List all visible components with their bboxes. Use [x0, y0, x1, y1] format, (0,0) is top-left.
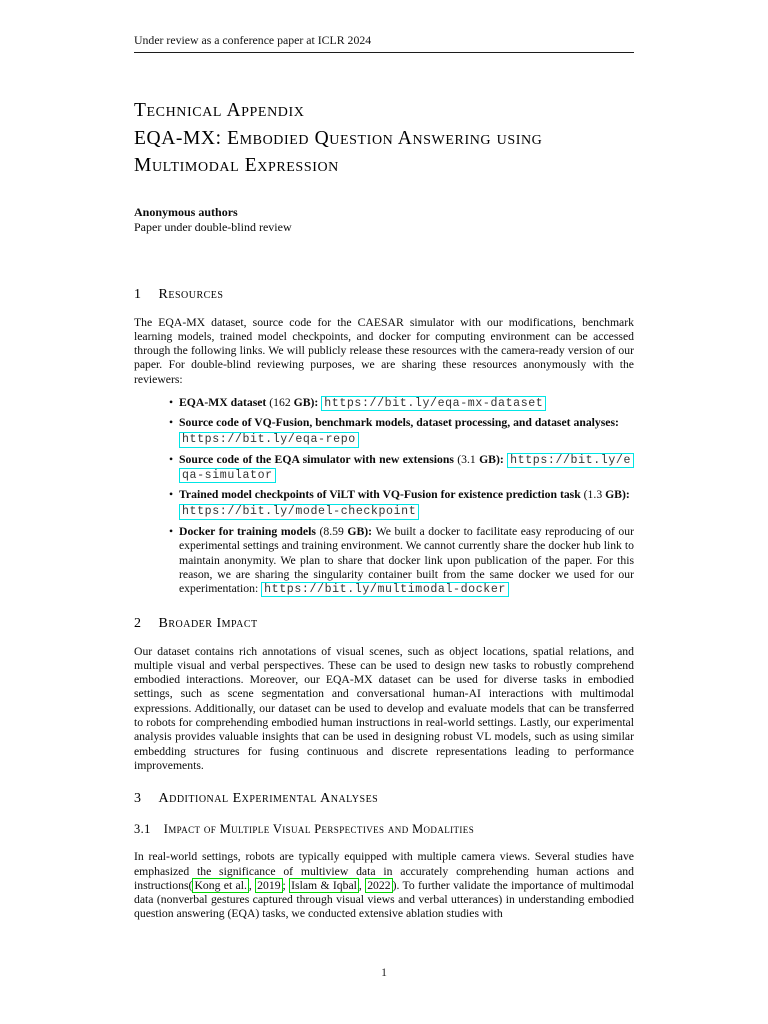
citation-separator: ,	[358, 878, 366, 892]
section-heading-analyses	[134, 791, 634, 807]
resource-label: Source code of VQ-Fusion, benchmark models, dataset processing, and dataset analyses:	[179, 416, 619, 430]
page-content	[134, 0, 634, 922]
resource-label: EQA-MX dataset	[179, 395, 267, 409]
list-item-dataset	[134, 396, 634, 411]
resources-list	[134, 396, 634, 598]
title-line-3: Multimodal Expression	[134, 155, 339, 176]
authors-name: Anonymous authors	[134, 204, 238, 219]
subsection-title: Impact of Multiple Visual Perspectives and Modalities	[163, 822, 475, 837]
running-header	[134, 0, 634, 53]
title-line-2: EQA-MX: Embodied Question Answering using	[134, 127, 543, 149]
running-header-text: Under review as a conference paper at ICLR 2024	[134, 33, 372, 47]
citation-2019[interactable]: 2019	[257, 878, 281, 892]
simulator-link[interactable]: https://bit.ly/eqa-simulator	[179, 453, 634, 483]
section-heading-broader-impact	[134, 616, 634, 632]
page-number: 1	[381, 966, 387, 979]
resource-label: Source code of the EQA simulator with new extensions	[179, 452, 454, 466]
authors-block	[134, 205, 634, 235]
resource-size-bold: GB):	[347, 525, 376, 539]
resource-size-pre: (162	[266, 395, 294, 409]
resource-size-bold: GB):	[293, 395, 322, 409]
resource-size-bold: GB):	[605, 488, 630, 502]
section-title: Additional Experimental Analyses	[158, 791, 379, 807]
docker-link[interactable]: https://bit.ly/multimodal-docker	[261, 582, 509, 597]
analyses-paragraph	[134, 850, 634, 921]
citation-islam-iqbal[interactable]: Islam & Iqbal	[291, 878, 357, 892]
resource-size-pre: (8.59	[315, 525, 348, 539]
resources-intro-paragraph: The EQA-MX dataset, source code for the CAESAR simulator with our modifications, benchmark learning models, trained model checkpoints, and docker for computing environment can be accessed through the following links. We will publicly release these resources with the camera-ready version of our paper. For double-blind reviewing purposes, we are sharing these resources anonymously with the reviewers:	[134, 315, 634, 386]
broader-impact-paragraph: Our dataset contains rich annotations of visual scenes, such as object locations, spatial relations, and multiple visual and verbal perspectives. These can be used to design new tasks to robustly comprehend embodied interactions. Moreover, our EQA-MX dataset can be used for diverse tasks in embodied settings, such as scene segmentation and conversational human-AI interactions with multimodal expressions. Additionally, our dataset can be used to develop and evaluate models that can be transferred to robots for comprehending embodied human instructions in real-world settings. Lastly, our experimental analysis provides valuable insights that can be used in designing robust VL models, such as using similar embedding structures for fusing continuous and discrete representations leading to performance improvements.	[134, 644, 634, 772]
checkpoint-link[interactable]: https://bit.ly/model-checkpoint	[179, 504, 419, 520]
list-item-docker	[134, 525, 634, 597]
analyses-text-post: ). To further validate the importance of multimodal data (nonverbal gestures captured through visual views and verbal utterances) in understanding embodied question answering (EQA) tasks, we conducted extensive ablation studies with	[134, 878, 635, 921]
resource-size-pre: (3.1	[453, 452, 480, 466]
list-item-checkpoints	[134, 488, 634, 520]
citation-separator: ,	[248, 878, 256, 892]
section-heading-resources	[134, 287, 634, 303]
resource-size-pre: (1.3	[580, 488, 606, 502]
repo-link[interactable]: https://bit.ly/eqa-repo	[179, 432, 359, 448]
list-item-source-code	[134, 416, 634, 448]
paper-title	[134, 97, 634, 180]
subsection-number: 3.1	[134, 822, 151, 837]
section-number: 1	[134, 286, 142, 302]
citation-separator: ;	[282, 878, 290, 892]
section-title: Broader Impact	[158, 615, 258, 631]
title-line-1: Technical Appendix	[134, 100, 305, 121]
resource-label: Trained model checkpoints of ViLT with VQ-Fusion for existence prediction task	[179, 488, 581, 502]
section-number: 3	[134, 791, 142, 807]
dataset-link[interactable]: https://bit.ly/eqa-mx-dataset	[321, 396, 546, 411]
list-item-simulator	[134, 453, 634, 484]
subsection-heading-impact	[134, 822, 634, 837]
resource-size-bold: GB):	[479, 452, 508, 466]
resource-description: We built a docker to facilitate easy reproducing of our experimental settings and training environment. We cannot currently share the docker hub link to maintain anonymity. We plan to share that docker link upon publication of the paper. For this reason, we are sharing the singularity container built from the same docker we used for our experimentation:	[179, 525, 635, 596]
authors-note: Paper under double-blind review	[134, 219, 292, 234]
citation-kong[interactable]: Kong et al.	[194, 878, 247, 892]
section-number: 2	[134, 615, 142, 631]
citation-2022[interactable]: 2022	[367, 878, 391, 892]
analyses-text-pre: In real-world settings, robots are typically equipped with multiple camera views. Several studies have emphasized the significance of multiview data in accurately comprehending human actions and instructions(	[134, 850, 634, 892]
section-title: Resources	[158, 286, 224, 302]
resource-label: Docker for training models	[179, 525, 316, 539]
